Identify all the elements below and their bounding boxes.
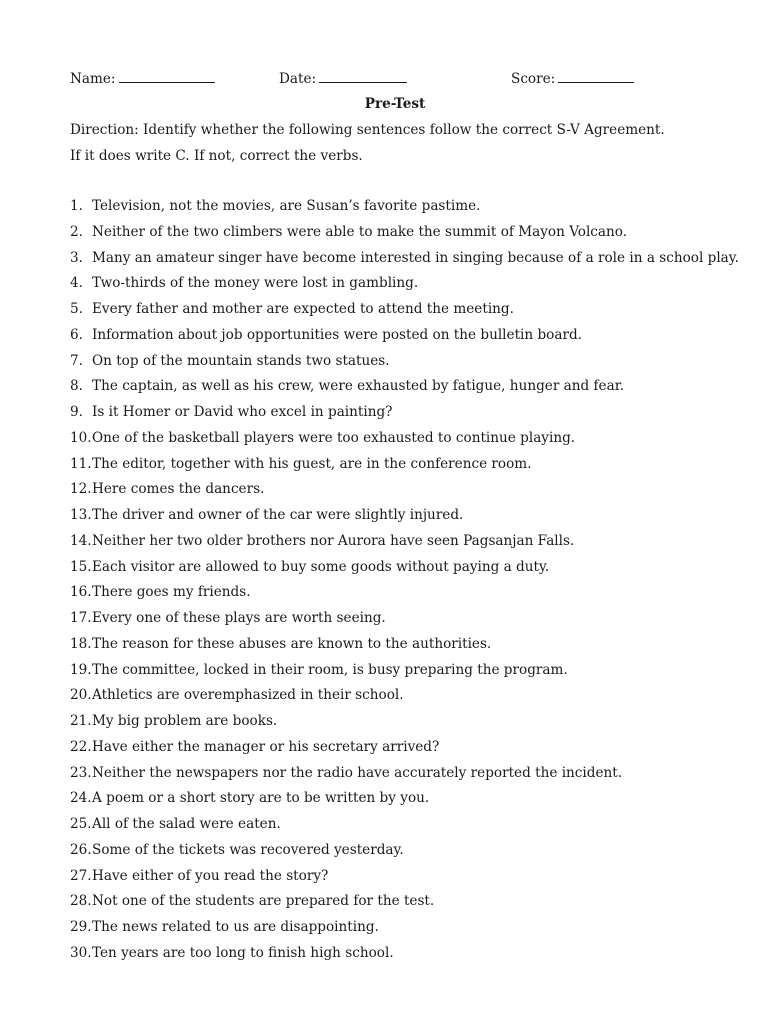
- question-item: [70, 814, 730, 840]
- question-number: 25.: [70, 816, 92, 832]
- question-text: Every one of these plays are worth seeing.: [92, 610, 386, 626]
- question-text: The editor, together with his guest, are in the conference room.: [92, 455, 532, 472]
- score-label: Score:: [511, 71, 556, 87]
- question-item: [70, 248, 739, 274]
- question-text: Ten years are too long to finish high school.: [92, 944, 394, 961]
- question-item: [70, 531, 730, 557]
- question-text: Is it Homer or David who excel in painting?: [92, 404, 393, 420]
- question-text: Information about job opportunities were posted on the bulletin board.: [92, 326, 582, 343]
- question-text: Have either the manager or his secretary arrived?: [92, 738, 440, 755]
- question-number: 11.: [70, 455, 92, 472]
- question-text: Television, not the movies, are Susan’s favorite pastime.: [92, 198, 481, 214]
- question-item: [70, 634, 730, 660]
- question-text: Some of the tickets was recovered yesterday.: [92, 841, 404, 858]
- question-text: Two-thirds of the money were lost in gambling.: [92, 275, 419, 292]
- question-number: 29.: [70, 919, 92, 935]
- question-number: 6.: [70, 326, 83, 343]
- name-blank-line: [119, 69, 215, 83]
- question-number: 27.: [70, 867, 92, 884]
- header-row: [70, 69, 710, 89]
- question-item: [70, 376, 730, 402]
- question-item: [70, 711, 730, 737]
- question-text: Many an amateur singer have become interested in singing because of a role in a school play.: [92, 249, 739, 266]
- question-text: Neither her two older brothers nor Aurora have seen Pagsanjan Falls.: [92, 532, 575, 549]
- direction-line-2: If it does write C. If not, correct the verbs.: [70, 148, 363, 164]
- question-number: 24.: [70, 790, 92, 807]
- question-item: [70, 917, 730, 943]
- question-text: Neither of the two climbers were able to make the summit of Mayon Volcano.: [92, 223, 628, 240]
- question-text: Here comes the dancers.: [92, 481, 265, 498]
- question-number: 14.: [70, 532, 92, 549]
- question-number: 8.: [70, 378, 83, 395]
- question-number: 30.: [70, 944, 92, 961]
- question-number: 4.: [70, 275, 83, 292]
- question-list: [70, 196, 739, 969]
- question-item: [70, 222, 730, 248]
- question-text: On top of the mountain stands two statues.: [92, 352, 390, 369]
- name-label: Name:: [70, 71, 116, 87]
- question-item: [70, 196, 730, 222]
- question-number: 15.: [70, 558, 92, 575]
- question-item: [70, 891, 730, 917]
- question-text: Athletics are overemphasized in their school.: [92, 687, 404, 704]
- question-number: 19.: [70, 661, 92, 678]
- question-text: The committee, locked in their room, is busy preparing the program.: [92, 661, 568, 678]
- question-item: [70, 325, 730, 351]
- date-field: [279, 69, 407, 89]
- question-number: 22.: [70, 738, 92, 755]
- question-number: 13.: [70, 507, 92, 523]
- question-text: Each visitor are allowed to buy some goods without paying a duty.: [92, 558, 550, 575]
- question-text: All of the salad were eaten.: [92, 816, 281, 832]
- question-number: 26.: [70, 841, 92, 858]
- question-number: 12.: [70, 481, 92, 498]
- question-number: 20.: [70, 687, 92, 704]
- question-number: 28.: [70, 893, 92, 910]
- question-text: Every father and mother are expected to attend the meeting.: [92, 301, 514, 317]
- score-blank-line: [558, 69, 634, 83]
- question-item: [70, 685, 730, 711]
- question-item: [70, 428, 730, 454]
- question-item: [70, 454, 730, 480]
- question-item: [70, 660, 730, 686]
- question-number: 3.: [70, 249, 83, 266]
- question-item: [70, 402, 730, 428]
- question-text: The captain, as well as his crew, were exhausted by fatigue, hunger and fear.: [92, 378, 625, 395]
- question-text: A poem or a short story are to be written by you.: [92, 790, 430, 807]
- question-number: 7.: [70, 352, 83, 369]
- question-text: Neither the newspapers nor the radio have accurately reported the incident.: [92, 764, 623, 781]
- direction-line-1: Direction: Identify whether the following sentences follow the correct S-V Agreement.: [70, 122, 665, 138]
- question-item: [70, 582, 730, 608]
- question-text: One of the basketball players were too exhausted to continue playing.: [92, 429, 576, 446]
- question-item: [70, 557, 730, 583]
- question-item: [70, 788, 730, 814]
- question-number: 18.: [70, 635, 92, 652]
- date-label: Date:: [279, 71, 317, 87]
- question-item: [70, 737, 730, 763]
- question-item: [70, 943, 730, 969]
- question-item: [70, 866, 730, 892]
- question-text: The reason for these abuses are known to the authorities.: [92, 635, 492, 652]
- question-item: [70, 608, 730, 634]
- question-number: 16.: [70, 584, 92, 601]
- name-field: [70, 69, 215, 89]
- question-number: 1.: [70, 198, 83, 214]
- question-number: 5.: [70, 301, 83, 317]
- question-item: [70, 840, 730, 866]
- question-item: [70, 763, 730, 789]
- question-item: [70, 351, 730, 377]
- question-text: The driver and owner of the car were slightly injured.: [92, 507, 464, 523]
- question-number: 21.: [70, 713, 92, 729]
- page-title: Pre-Test: [364, 96, 426, 112]
- question-text: There goes my friends.: [92, 584, 251, 601]
- question-text: Not one of the students are prepared for the test.: [92, 893, 435, 910]
- question-number: 2.: [70, 223, 83, 240]
- question-item: [70, 505, 730, 531]
- score-field: [511, 69, 634, 89]
- question-text: Have either of you read the story?: [92, 867, 329, 884]
- question-number: 9.: [70, 404, 83, 420]
- date-blank-line: [319, 69, 407, 83]
- question-item: [70, 479, 730, 505]
- question-text: The news related to us are disappointing.: [92, 919, 379, 935]
- question-number: 17.: [70, 610, 92, 626]
- question-number: 23.: [70, 764, 92, 781]
- question-item: [70, 299, 730, 325]
- question-text: My big problem are books.: [92, 713, 278, 729]
- question-number: 10.: [70, 429, 92, 446]
- question-item: [70, 273, 730, 299]
